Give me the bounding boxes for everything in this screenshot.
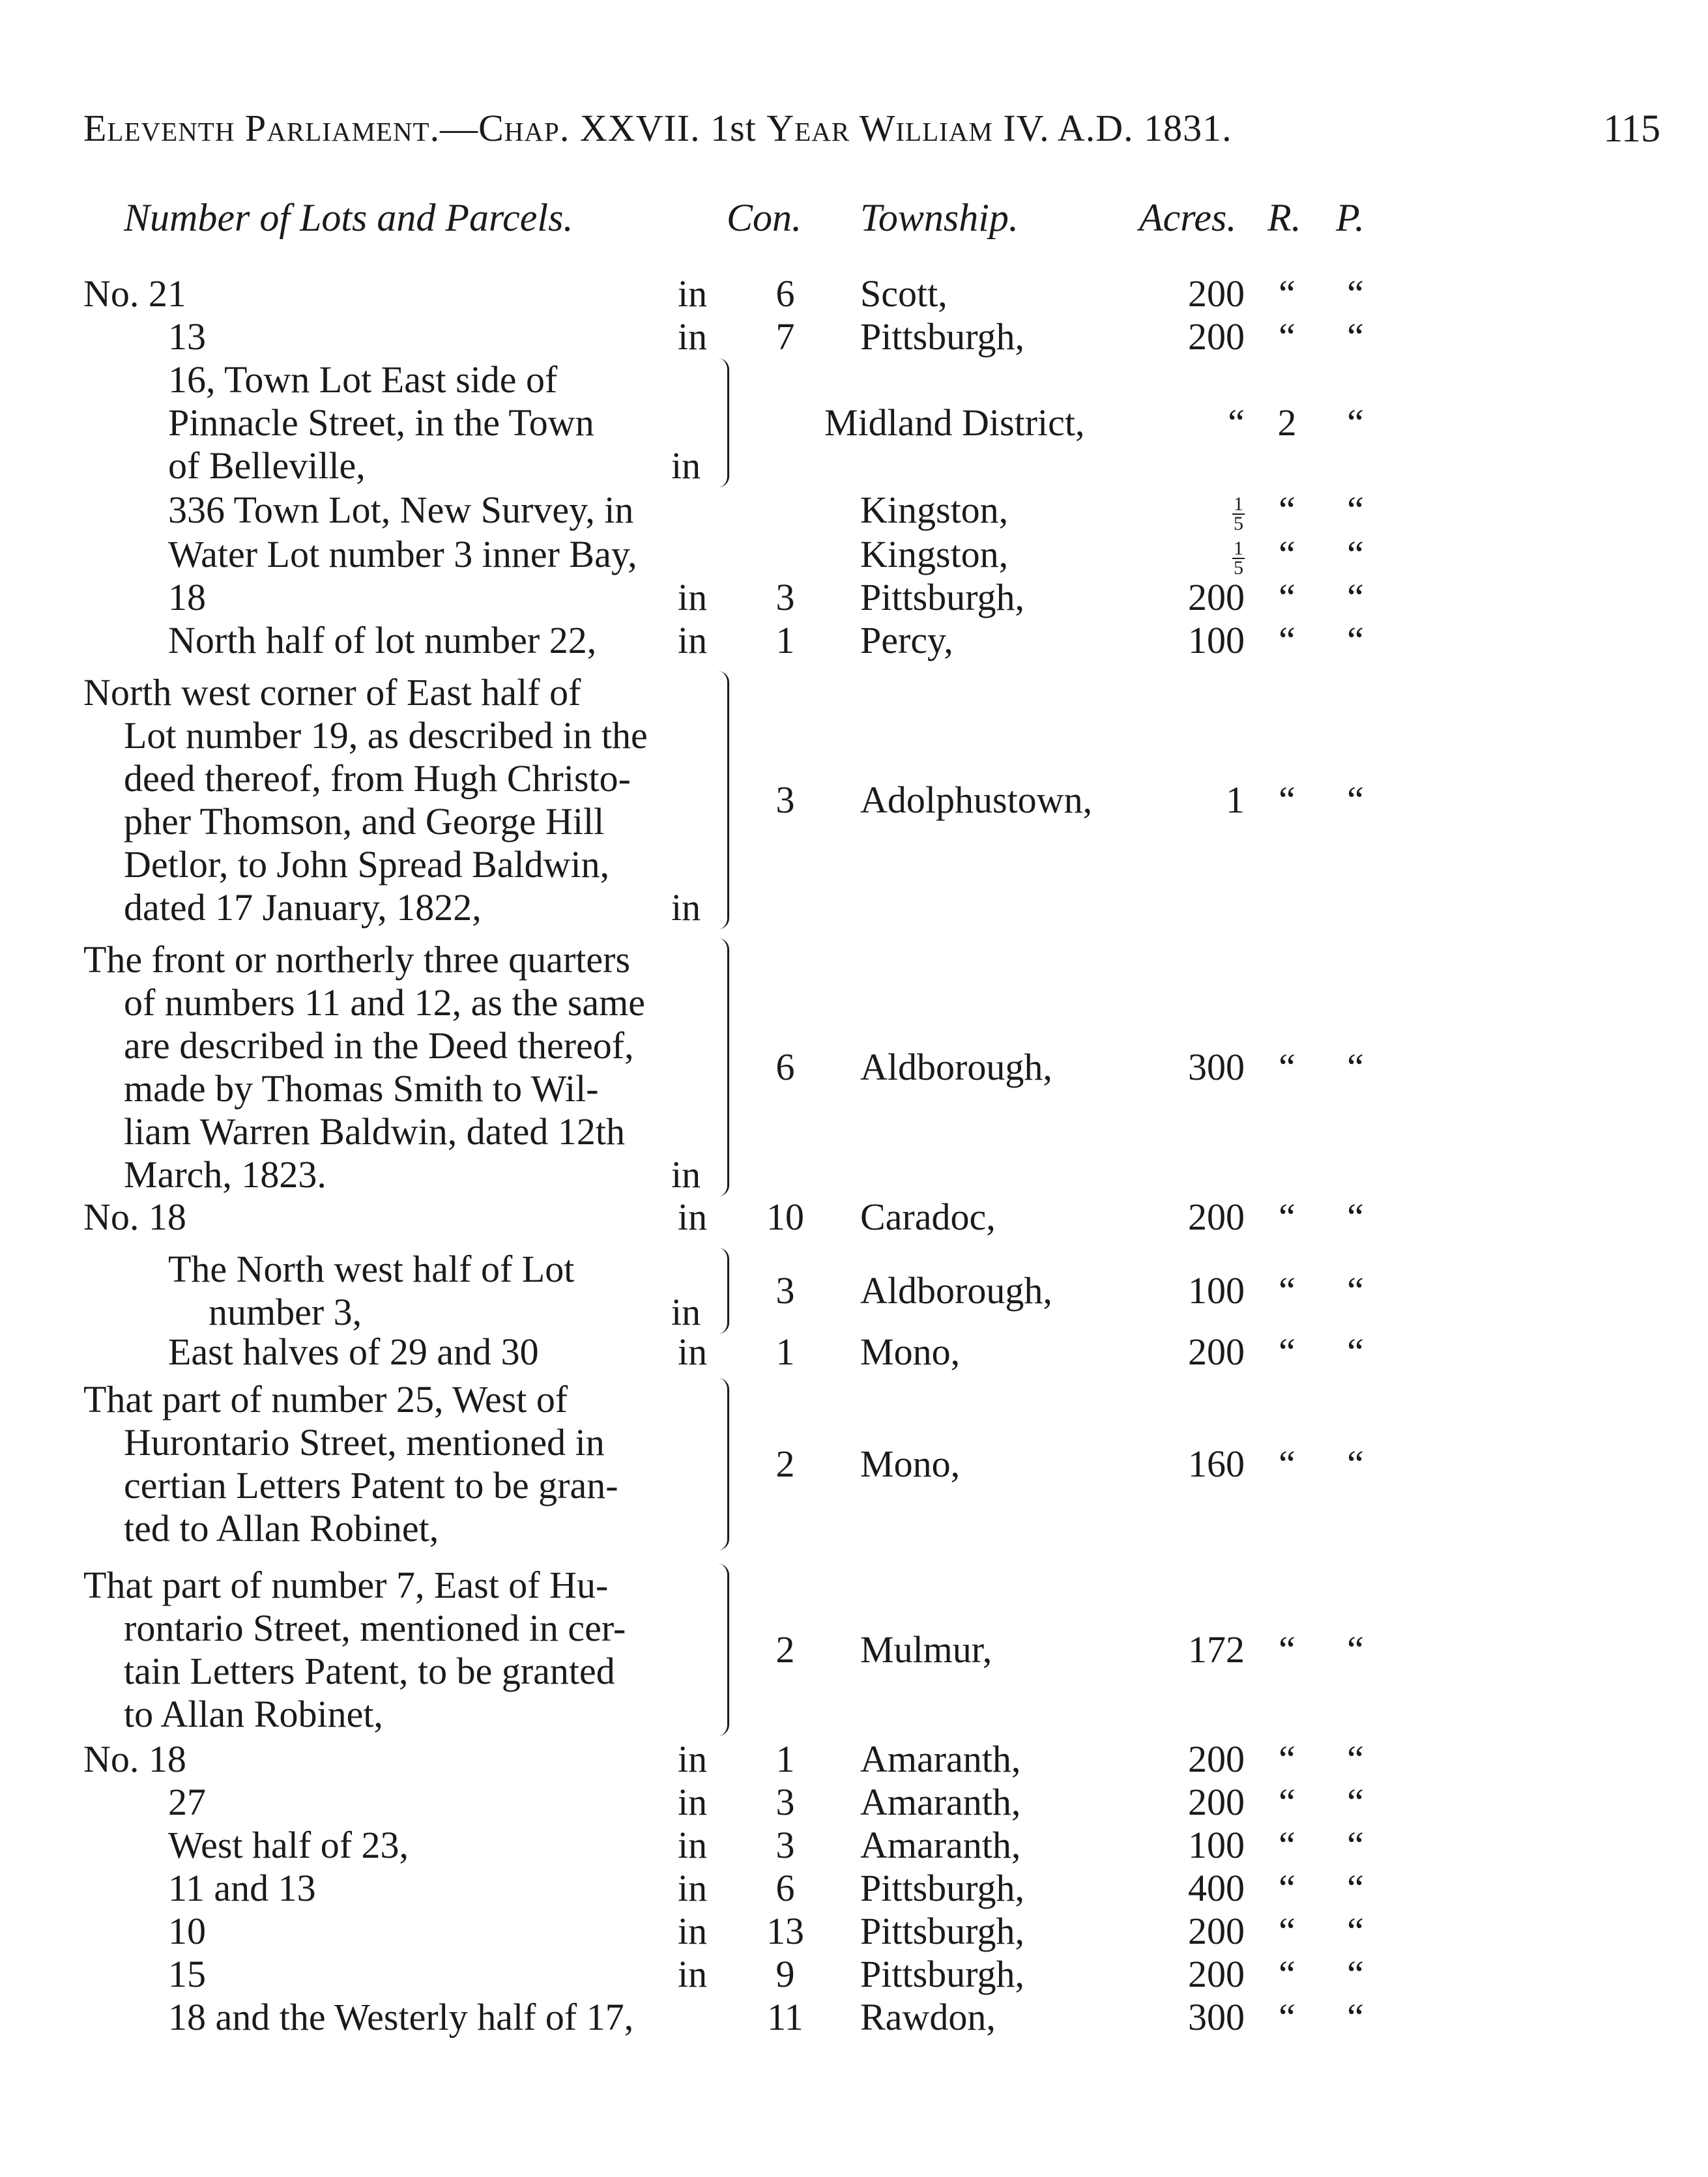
- acres-cell: 100: [1188, 1824, 1245, 1866]
- perches-cell: “: [1347, 315, 1364, 358]
- township-cell: Aldborough,: [860, 1046, 1052, 1088]
- roods-cell: “: [1279, 1867, 1295, 1909]
- table-row: [0, 619, 1708, 662]
- lot-description-line: Hurontario Street, mentioned in: [124, 1421, 605, 1463]
- township-cell: Amaranth,: [860, 1781, 1021, 1823]
- column-header-con: Con.: [727, 196, 802, 239]
- concession-cell: 10: [766, 1196, 804, 1238]
- lot-description-line: 16, Town Lot East side of: [168, 358, 558, 401]
- in-label: in: [678, 272, 708, 315]
- lot-description: [83, 1378, 709, 1550]
- lot-description: 27: [168, 1781, 206, 1823]
- perches-cell: “: [1347, 1331, 1364, 1373]
- township-cell: Amaranth,: [860, 1738, 1021, 1780]
- roods-cell: “: [1279, 1443, 1295, 1485]
- lot-description: 18: [168, 576, 206, 618]
- table-row: [0, 938, 1708, 1196]
- township-cell: Mono,: [860, 1443, 961, 1485]
- lot-description-line: tain Letters Patent, to be granted: [124, 1650, 615, 1692]
- lot-description: 15: [168, 1953, 206, 1995]
- township-cell: Percy,: [860, 619, 953, 661]
- perches-cell: “: [1347, 1443, 1364, 1485]
- township-cell: Pittsburgh,: [860, 1910, 1024, 1952]
- in-label: in: [678, 1824, 708, 1866]
- perches-cell: “: [1347, 489, 1364, 531]
- in-label: in: [671, 1291, 701, 1333]
- table-row: [0, 1331, 1708, 1374]
- header-title-part: Chap: [478, 107, 560, 149]
- in-label: in: [678, 1910, 708, 1952]
- perches-cell: “: [1347, 1996, 1364, 2038]
- township-cell: Amaranth,: [860, 1824, 1021, 1866]
- concession-cell: 7: [775, 315, 795, 358]
- township-cell: Pittsburgh,: [860, 1867, 1024, 1909]
- acres-cell: 200: [1188, 272, 1245, 315]
- perches-cell: “: [1347, 1824, 1364, 1866]
- table-row: [0, 1953, 1708, 1996]
- concession-cell: 13: [766, 1910, 804, 1952]
- perches-cell: “: [1347, 1628, 1364, 1671]
- concession-cell: 6: [775, 1867, 795, 1909]
- acres-cell: [1108, 489, 1245, 533]
- lot-description-line: North west corner of East half of: [83, 671, 581, 714]
- lot-description-line: Detlor, to John Spread Baldwin,: [124, 843, 610, 886]
- fraction-denominator: 5: [1234, 512, 1243, 534]
- lot-description: No. 21: [83, 272, 186, 315]
- table-row: [0, 1867, 1708, 1910]
- column-header-township: Township.: [860, 196, 1019, 239]
- in-label: in: [678, 1738, 708, 1780]
- lot-description-line: of numbers 11 and 12, as the same: [124, 981, 645, 1024]
- roods-cell: “: [1279, 1628, 1295, 1671]
- township-cell: Caradoc,: [860, 1196, 996, 1238]
- table-row: [0, 358, 1708, 487]
- acres-cell: 160: [1188, 1443, 1245, 1485]
- roods-cell: “: [1279, 1910, 1295, 1952]
- in-label: in: [678, 576, 708, 618]
- acres-cell: 100: [1188, 1269, 1245, 1312]
- lot-description-line: deed thereof, from Hugh Christo-: [124, 757, 631, 800]
- perches-cell: “: [1347, 1196, 1364, 1238]
- table-row: [0, 1248, 1708, 1334]
- perches-cell: “: [1347, 272, 1364, 315]
- acres-cell: “: [1228, 401, 1245, 444]
- perches-cell: “: [1347, 1867, 1364, 1909]
- concession-cell: 3: [775, 1781, 795, 1823]
- lot-description: East halves of 29 and 30: [168, 1331, 539, 1373]
- lot-description-line: March, 1823.: [124, 1153, 326, 1196]
- brace-icon: [718, 938, 729, 1196]
- concession-cell: 11: [767, 1996, 803, 2038]
- fraction-numerator: 1: [1234, 537, 1243, 559]
- brace-icon: [718, 1248, 729, 1334]
- acres-cell: 200: [1188, 1910, 1245, 1952]
- header-title-part: Year William: [766, 107, 993, 149]
- lot-description-line: That part of number 25, West of: [83, 1378, 568, 1420]
- page-number: 115: [1603, 107, 1660, 150]
- perches-cell: “: [1347, 1738, 1364, 1780]
- roods-cell: “: [1279, 779, 1295, 821]
- lot-description-line: Lot number 19, as described in the: [124, 714, 648, 757]
- township-cell: Mono,: [860, 1331, 961, 1373]
- township-cell: Pittsburgh,: [860, 576, 1024, 618]
- acres-cell: [1108, 533, 1245, 577]
- lot-description-line: The front or northerly three quarters: [83, 938, 631, 981]
- roods-cell: “: [1279, 272, 1295, 315]
- acres-cell: 100: [1188, 619, 1245, 661]
- township-cell: Pittsburgh,: [860, 315, 1024, 358]
- roods-cell: “: [1279, 533, 1295, 575]
- acres-fraction: [1232, 495, 1245, 533]
- township-cell: Mulmur,: [860, 1628, 992, 1671]
- roods-cell: “: [1279, 1781, 1295, 1823]
- concession-cell: 9: [775, 1953, 795, 1995]
- fraction-denominator: 5: [1234, 556, 1243, 579]
- roods-cell: 2: [1277, 401, 1297, 444]
- perches-cell: “: [1347, 1269, 1364, 1312]
- acres-cell: 200: [1188, 315, 1245, 358]
- column-header-lots: Number of Lots and Parcels.: [124, 196, 573, 239]
- perches-cell: “: [1347, 576, 1364, 618]
- perches-cell: “: [1347, 1046, 1364, 1088]
- roods-cell: “: [1279, 1331, 1295, 1373]
- lot-description: 18 and the Westerly half of 17,: [168, 1996, 634, 2038]
- table-row: [0, 1824, 1708, 1867]
- lot-description: Water Lot number 3 inner Bay,: [168, 533, 637, 575]
- lot-description-line: of Belleville,: [168, 444, 366, 487]
- township-cell: Rawdon,: [860, 1996, 996, 2038]
- roods-cell: “: [1279, 315, 1295, 358]
- perches-cell: “: [1347, 619, 1364, 661]
- concession-cell: 3: [775, 1269, 795, 1312]
- header-title-part: .—: [429, 107, 479, 149]
- roods-cell: “: [1279, 1269, 1295, 1312]
- running-header: [83, 106, 1660, 158]
- lot-description: [83, 938, 709, 1196]
- in-label: in: [678, 315, 708, 358]
- acres-cell: 1: [1226, 779, 1245, 821]
- acres-cell: 400: [1188, 1867, 1245, 1909]
- table-row: [0, 1738, 1708, 1781]
- table-row: [0, 1196, 1708, 1239]
- township-cell: Adolphustown,: [860, 779, 1093, 821]
- column-header-p: P.: [1336, 196, 1365, 239]
- lot-description: 336 Town Lot, New Survey, in: [168, 489, 634, 531]
- township-cell: Kingston,: [860, 533, 1009, 575]
- concession-cell: 2: [775, 1443, 795, 1485]
- brace-icon: [718, 1564, 729, 1736]
- concession-cell: 3: [775, 1824, 795, 1866]
- table-row: [0, 489, 1708, 532]
- roods-cell: “: [1279, 1196, 1295, 1238]
- brace-icon: [718, 358, 729, 487]
- lot-description-line: are described in the Deed thereof,: [124, 1024, 634, 1067]
- lot-description-line: The North west half of Lot: [168, 1248, 575, 1290]
- lot-description: 11 and 13: [168, 1867, 316, 1909]
- table-row: [0, 1996, 1708, 2039]
- in-label: in: [678, 1867, 708, 1909]
- table-row: [0, 1910, 1708, 1953]
- in-label: in: [678, 1781, 708, 1823]
- concession-cell: 3: [775, 779, 795, 821]
- in-label: in: [671, 444, 701, 487]
- roods-cell: “: [1279, 1738, 1295, 1780]
- lot-description: [83, 1564, 709, 1736]
- table-row: [0, 1781, 1708, 1824]
- roods-cell: “: [1279, 1824, 1295, 1866]
- table-row: [0, 1564, 1708, 1736]
- roods-cell: “: [1279, 1996, 1295, 2038]
- lot-description-line: liam Warren Baldwin, dated 12th: [124, 1110, 626, 1153]
- table-row: [0, 576, 1708, 619]
- township-cell: Aldborough,: [860, 1269, 1052, 1312]
- in-label: in: [671, 1153, 701, 1196]
- in-label: in: [678, 1953, 708, 1995]
- acres-fraction: [1232, 537, 1245, 579]
- lot-description-line: Pinnacle Street, in the Town: [168, 401, 594, 444]
- acres-cell: 200: [1188, 1953, 1245, 1995]
- acres-cell: 200: [1188, 576, 1245, 618]
- fraction-numerator: 1: [1234, 493, 1243, 515]
- perches-cell: “: [1347, 533, 1364, 575]
- column-header-r: R.: [1267, 196, 1301, 239]
- concession-cell: 1: [775, 619, 795, 661]
- roods-cell: “: [1279, 1953, 1295, 1995]
- in-label: in: [671, 886, 701, 929]
- acres-cell: 200: [1188, 1196, 1245, 1238]
- roods-cell: “: [1279, 489, 1295, 531]
- lot-description: 10: [168, 1910, 206, 1952]
- lot-description-line: certian Letters Patent to be gran-: [124, 1464, 618, 1507]
- perches-cell: “: [1347, 1781, 1364, 1823]
- township-cell: Pittsburgh,: [860, 1953, 1024, 1995]
- lot-description-line: number 3,: [209, 1291, 362, 1333]
- concession-cell: 6: [775, 1046, 795, 1088]
- in-label: in: [678, 1331, 708, 1373]
- concession-cell: 6: [775, 272, 795, 315]
- township-cell: Scott,: [860, 272, 948, 315]
- township-cell: Midland District,: [824, 401, 1085, 444]
- perches-cell: “: [1347, 401, 1364, 444]
- header-title-part: IV. A.D. 1831.: [992, 107, 1232, 149]
- lot-description-line: dated 17 January, 1822,: [124, 886, 482, 929]
- roods-cell: “: [1279, 619, 1295, 661]
- township-cell: Kingston,: [860, 489, 1009, 531]
- lot-description-line: ted to Allan Robinet,: [124, 1507, 439, 1550]
- perches-cell: “: [1347, 1953, 1364, 1995]
- lot-description: No. 18: [83, 1196, 186, 1238]
- concession-cell: 1: [775, 1738, 795, 1780]
- header-title: [83, 106, 1232, 150]
- table-row: [0, 315, 1708, 358]
- lot-description-line: made by Thomas Smith to Wil-: [124, 1067, 599, 1110]
- lot-description-line: That part of number 7, East of Hu-: [83, 1564, 609, 1606]
- roods-cell: “: [1279, 576, 1295, 618]
- concession-cell: 2: [775, 1628, 795, 1671]
- lot-description: North half of lot number 22,: [168, 619, 597, 661]
- acres-cell: 200: [1188, 1331, 1245, 1373]
- table-row: [0, 1378, 1708, 1550]
- lot-description-line: to Allan Robinet,: [124, 1693, 383, 1735]
- in-label: in: [678, 619, 708, 661]
- acres-cell: 200: [1188, 1738, 1245, 1780]
- lot-description: No. 18: [83, 1738, 186, 1780]
- lot-description: [168, 358, 706, 487]
- lot-description: 13: [168, 315, 206, 358]
- lot-description: [168, 1248, 706, 1334]
- perches-cell: “: [1347, 779, 1364, 821]
- table-row: [0, 272, 1708, 315]
- perches-cell: “: [1347, 1910, 1364, 1952]
- brace-icon: [718, 671, 729, 929]
- concession-cell: 3: [775, 576, 795, 618]
- header-title-part: Eleventh Parliament: [83, 107, 430, 149]
- header-title-part: . XXVII. 1st: [559, 107, 767, 149]
- table-row: [0, 671, 1708, 929]
- acres-cell: 300: [1188, 1046, 1245, 1088]
- lot-description-line: pher Thomson, and George Hill: [124, 800, 605, 843]
- lot-description: West half of 23,: [168, 1824, 409, 1866]
- roods-cell: “: [1279, 1046, 1295, 1088]
- brace-icon: [718, 1378, 729, 1550]
- concession-cell: 1: [775, 1331, 795, 1373]
- in-label: in: [678, 1196, 708, 1238]
- acres-cell: 300: [1188, 1996, 1245, 2038]
- lot-description: [83, 671, 709, 929]
- acres-cell: 172: [1188, 1628, 1245, 1671]
- acres-cell: 200: [1188, 1781, 1245, 1823]
- lot-description-line: rontario Street, mentioned in cer-: [124, 1607, 626, 1649]
- table-row: [0, 533, 1708, 579]
- column-header-acres: Acres.: [1139, 196, 1237, 239]
